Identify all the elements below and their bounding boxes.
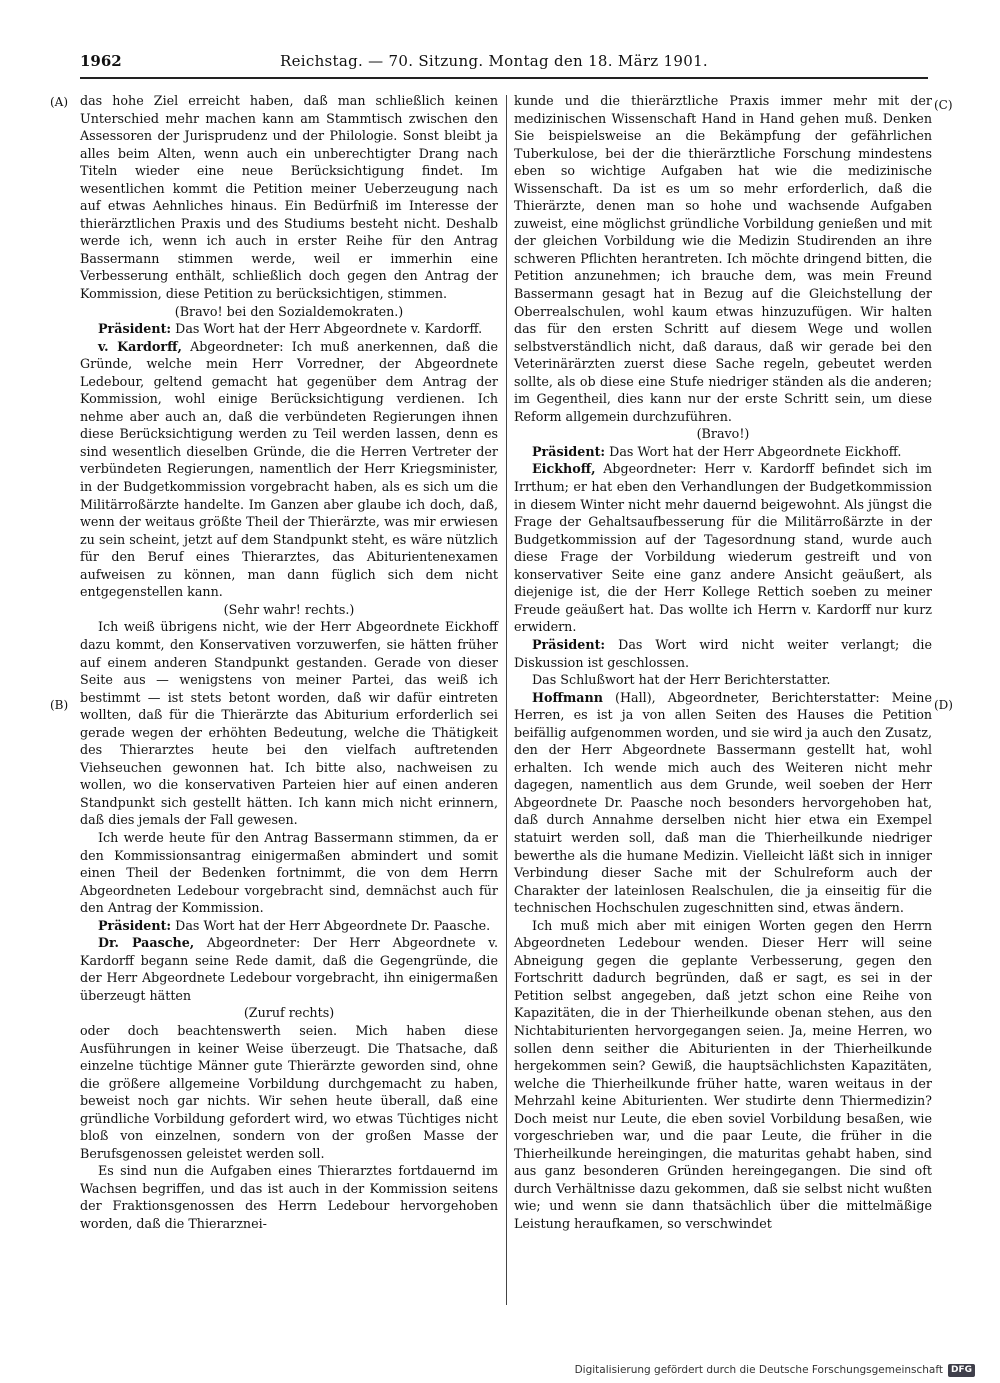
left-column (80, 92, 498, 1233)
page-number: 1962 (80, 52, 122, 70)
paragraph (514, 92, 932, 425)
paragraph (514, 917, 932, 1233)
speaker-name: Eickhoff, (532, 461, 596, 477)
speaker-name: Dr. Paasche, (98, 935, 195, 951)
column-divider (506, 95, 507, 1305)
paragraph (80, 1162, 498, 1232)
paragraph-text: Das Wort hat der Herr Abgeordnete Dr. Paasche. (175, 917, 491, 933)
speaker-name: Präsident: (532, 636, 606, 652)
paragraph-text: Abgeordneter: Herr v. Kardorff befindet sich im Irrthum; er hat eben den Verhandlungen der Budgetkommission in diesem Winter nicht mehr dauernd beigewohnt. Als jüngst die Frage der Gehaltsaufbesserung für die Militärroßärzte in der Budgetkommission auf der Tagesordnung stand, wurde auch diese Frage der Vorbildung wiederum gestreift und von konservativer Seite eine ganz andere Ansicht geäußert, als diejenige ist, die der Herr Kollege Rettich soeben zu meiner Freude geäußert hat. Das wollte ich Herrn v. Kardorff nur kurz erwidern. (514, 461, 932, 635)
header-rule (80, 77, 928, 79)
paragraph-text: (Bravo! bei den Sozialdemokraten.) (174, 303, 404, 319)
paragraph-text: (Sehr wahr! rechts.) (223, 601, 355, 617)
paragraph-text: (Hall), Abgeordneter, Berichterstatter: Meine Herren, es ist ja von allen Seiten des Hauses die Petition beifällig aufgenommen worden, und sie wird ja auch den Zusatz, den der Herr Abgeordnete Bassermann gestellt hat, wohl erhalten. Ich wende mich auch des Weiteren nicht mehr dagegen, namentlich aus dem Grunde, weil soeben der Herr Abgeordnete Dr. Paasche noch besonders hervorgehoben hat, daß durch Annahme derselben nicht hier etwa ein Exempel statuirt werden soll, daß man die Thierheilkunde niedriger bewerthe als die humane Medizin. Vielleicht läßt sich in inniger Verbindung dieser Sache mit der Schulreform auch der Charakter der lateinlosen Realschulen, die ja einseitig für die technischen Hochschulen zugeschnitten sind, etwas ändern. (514, 689, 932, 916)
paragraph (80, 829, 498, 917)
paragraph (514, 443, 932, 461)
paragraph-text: oder doch beachtenswerth seien. Mich haben diese Ausführungen in keiner Weise überzeugt. Die Thatsache, daß einzelne tüchtige Männer gute Thierärzte geworden sind, ohne die größere allgemeine Vorbildung durchgemacht zu haben, beweist noch gar nichts. Wir sehen heute überall, daß eine gründliche Vorbildung gefordert wird, wo etwas Tüchtiges nicht bloß von einzelnen, sondern von der großen Masse der Berufsgenossen geleistet werden soll. (80, 1022, 498, 1161)
speaker-name: Hoffmann (532, 689, 603, 705)
dfg-logo-icon: DFG (948, 1364, 975, 1377)
paragraph (514, 689, 932, 917)
paragraph-text: Abgeordneter: Ich muß anerkennen, daß die Gründe, welche mein Herr Vorredner, der Abgeordnete Ledebour, geltend gemacht hat gegenüber dem Antrag der Kommission, wohl einige Berücksichtigung verdienen. Ich nehme aber auch an, daß die verbündeten Regierungen ihnen diese Berücksichtigung werden zu Teil werden lassen, denn es sind wesentlich dieselben Gründe, die die Herren Vertreter der verbündeten Regierungen, namentlich der Herr Kriegsminister, in der Budgetkommission vorgebracht haben, als es sich um die Militärroßärzte handelte. Im Ganzen aber glaube ich doch, daß, wenn der weitaus größte Theil der Thierärzte, was mir erwiesen zu sein scheint, jetzt auf dem Standpunkt steht, es wäre nützlich für den Beruf eines Thierarztes, das Abiturientenexamen aufweisen zu können, man dann füglich sich dem nicht entgegenstellen kann. (80, 338, 498, 600)
paragraph (80, 338, 498, 601)
paragraph-text: Ich muß mich aber mit einigen Worten gegen den Herrn Abgeordneten Ledebour wenden. Dieser Herr will seine Abneigung gegen die geplante Verbesserung, gegen den Fortschritt dadurch begründen, daß er sagt, es sei in der Petition selbst angegeben, daß jetzt schon eine Reihe von Kapazitäten, die in der Thierheilkunde obenan stehen, aus den Nichtabiturienten hervorgegangen seien. Ja, meine Herren, wo sollen denn seither die Abiturienten in der Thierheilkunde hergekommen sein? Gewiß, die hauptsächlichsten Kapazitäten, welche die Thierheilkunde früher hatte, waren weitaus in der Mehrzahl keine Abiturienten. Wer studirte denn Thiermedizin? Doch meist nur Leute, die eben soviel Vorbildung besaßen, wie vorgeschrieben war, und die paar Leute, die früher in die Thierheilkunde hereingingen, die maturitas gehabt haben, sind aus ganz besonderen Gründen hereingegangen. Die sind oft durch Verhältnisse dazu gekommen, daß sie selbst nicht wußten wie; und wenn sie dann thatsächlich über die mittelmäßige Leistung heraufkamen, so verschwindet (514, 917, 932, 1231)
interjection (514, 425, 932, 443)
paragraph-text: Das Wort wird nicht weiter verlangt; die Diskussion ist geschlossen. (514, 636, 932, 670)
speaker-name: v. Kardorff, (98, 338, 182, 354)
paragraph (80, 92, 498, 303)
margin-mark-d: (D) (934, 698, 953, 712)
paragraph (80, 934, 498, 1004)
paragraph-text: Das Wort hat der Herr Abgeordnete v. Kardorff. (175, 321, 483, 337)
paragraph-text: das hohe Ziel erreicht haben, daß man schließlich keinen Unterschied mehr machen kann am Stammtisch zwischen den Assessoren der Jurisprudenz und der Philologie. Sonst bleibt ja alles beim Alten, wenn auch ein unberechtigter Drang nach Titeln wieder eine neue Berücksichtigung findet. Im wesentlichen kommt die Petition meiner Ueberzeugung nach auf etwas Aehnliches hinaus. Ein Bedürfniß im Interesse der thierärztlichen Praxis und des Studiums besteht nicht. Deshalb werde ich, wenn ich auch in erster Reihe für den Antrag Bassermann stimmen werde, weil er immerhin eine Verbesserung enthält, schließlich doch gegen den Antrag der Kommission, diese Petition zu berücksichtigen, stimmen. (80, 93, 498, 302)
interjection (80, 1004, 498, 1022)
paragraph-text: (Zuruf rechts) (243, 1005, 335, 1021)
speaker-name: Präsident: (98, 321, 172, 337)
paragraph-text: kunde und die thierärztliche Praxis immer mehr mit der medizinischen Wissenschaft Hand in Hand gehen muß. Denken Sie beispielsweise an die Bekämpfung der gefährlichen Tuberkulose, bei der die thierärztliche Forschung mindestens eben so wichtige Aufgaben hat wie die medizinische Wissenschaft. Da ist es um so mehr erforderlich, daß die Thierärzte, denen man so hohe und wachsende Aufgaben zuweist, eine möglichst gründliche Vorbildung genießen und mit der gleichen Vorbildung wie die Medizin Studirenden an ihre schweren Pflichten herantreten. Ich möchte dringend bitten, die Petition anzunehmen; ich brauche dem, was mein Freund Bassermann gesagt hat in Bezug auf die Gleichstellung der Oberrealschulen, wohl kaum etwas hinzuzufügen. Wir halten das für den ersten Schritt auf diesem Wege und wollen selbstverständlich nicht, daß daraus, daß wir gerade bei den Veterinärärzten zuerst diese Sache regeln, gebeutet werden sollte, als ob diese eine Stufe niedriger ständen als die anderen; im Gegentheil, dies kann nur der erste Schritt sein, um diese Reform allgemein durchzuführen. (514, 93, 932, 424)
page-header (80, 50, 928, 72)
speaker-name: Präsident: (98, 917, 172, 933)
paragraph (80, 320, 498, 338)
margin-mark-b: (B) (50, 698, 69, 712)
funding-footer (575, 1362, 975, 1378)
paragraph (514, 460, 932, 635)
paragraph (514, 671, 932, 689)
interjection (80, 601, 498, 619)
paragraph-text: Das Wort hat der Herr Abgeordnete Eickhoff. (609, 443, 902, 459)
interjection (80, 303, 498, 321)
paragraph-text: Das Schlußwort hat der Herr Berichterstatter. (532, 672, 831, 688)
margin-mark-a: (A) (50, 95, 69, 109)
funding-text: Digitalisierung gefördert durch die Deutsche Forschungsgemeinschaft (574, 1364, 943, 1376)
paragraph (80, 1022, 498, 1162)
paragraph (80, 618, 498, 829)
paragraph-text: Es sind nun die Aufgaben eines Thierarztes fortdauernd im Wachsen begriffen, und das ist auch in der Kommission seitens der Fraktionsgenossen des Herrn Ledebour hervorgehoben worden, daß die Thierarznei- (80, 1163, 498, 1231)
speaker-name: Präsident: (532, 443, 606, 459)
paragraph-text: Ich weiß übrigens nicht, wie der Herr Abgeordnete Eickhoff dazu kommt, den Konservativen vorzuwerfen, sie hätten früher auf einem anderen Standpunkt gestanden. Gerade von dieser Seite aus — wenigstens von meiner Partei, das weiß ich bestimmt — ist stets betont worden, daß wir dafür eintreten wollten, daß für die Thierärzte das Abiturium erforderlich sei gerade wegen der erhöhten Bedeutung, welche die Thätigkeit des Thierarztes heute bei den vielfach auftretenden Viehseuchen gewonnen hat. Ich bitte also, nachweisen zu wollen, wo die konservativen Parteien hier auf einen anderen Standpunkt sich gestellt hätten. Ich kann mich nicht erinnern, daß dies jemals der Fall gewesen. (80, 619, 498, 828)
margin-mark-c: (C) (934, 98, 953, 112)
right-column (514, 92, 932, 1233)
paragraph-text: Abgeordneter: Der Herr Abgeordnete v. Kardorff begann seine Rede damit, daß die Gegengründe, die der Herr Abgeordnete Ledebour vorgebracht, ihn einigermaßen überzeugt hätten (80, 935, 498, 1003)
paragraph (514, 636, 932, 671)
running-title: Reichstag. — 70. Sitzung. Montag den 18. März 1901. (280, 52, 708, 70)
paragraph-text: Ich werde heute für den Antrag Bassermann stimmen, da er den Kommissionsantrag einigermaßen abmindert und somit einen Theil der Bedenken fortnimmt, die von dem Herrn Abgeordneten Ledebour vorgebracht sind, demnächst auch für den Antrag der Kommission. (80, 829, 498, 916)
paragraph (80, 917, 498, 935)
paragraph-text: (Bravo!) (696, 426, 750, 442)
